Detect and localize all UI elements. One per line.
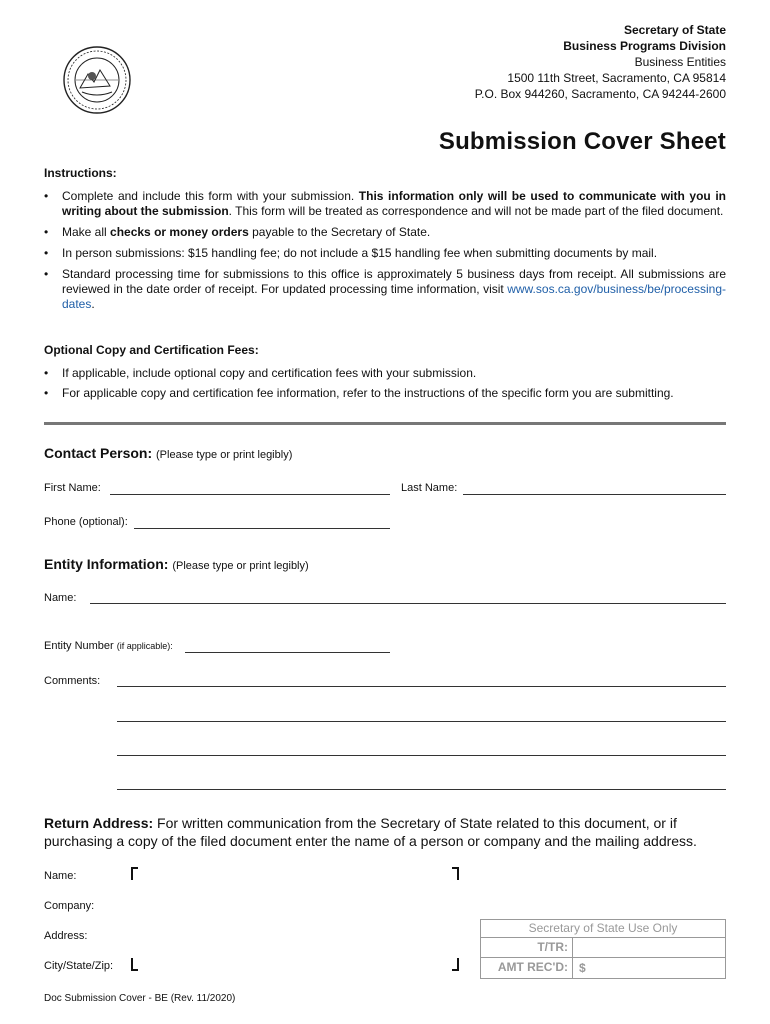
optional-item: • For applicable copy and certification fee information, refer to the instructions of the specific form you are submitting. [44, 386, 674, 400]
comments-line[interactable] [117, 686, 726, 687]
return-address-label: Address: [44, 930, 88, 942]
return-company-label: Company: [44, 900, 95, 912]
optional-fees-heading: Optional Copy and Certification Fees: [44, 343, 259, 357]
section-divider [44, 422, 726, 425]
return-address-box[interactable] [130, 866, 460, 976]
amt-dollar-sign: $ [579, 961, 586, 975]
instructions-list [44, 189, 726, 318]
return-address-instructions: Return Address: For written communication from the Secretary of State related to this document, or if purchasing a copy of the filed document enter the name of a person or company and the mailing address. [44, 815, 697, 849]
form-footer: Doc Submission Cover - BE (Rev. 11/2020) [44, 993, 236, 1004]
office-use-title: Secretary of State Use Only [481, 920, 725, 938]
entity-name-field[interactable] [90, 603, 726, 604]
office-use-box [480, 919, 726, 979]
entity-name-label: Name: [44, 592, 77, 604]
po-box-address: P.O. Box 944260, Sacramento, CA 94244-2600 [474, 87, 726, 101]
entity-number-label: Entity Number (if applicable): [44, 640, 173, 652]
return-name-label: Name: [44, 870, 77, 882]
processing-dates-link[interactable]: www.sos.ca.gov/business/be/processing-dates [62, 282, 726, 311]
optional-item: • If applicable, include optional copy and certification fees with your submission. [44, 366, 477, 380]
comments-line[interactable] [117, 789, 726, 790]
page-title: Submission Cover Sheet [438, 128, 726, 155]
optional-fees-list [44, 366, 726, 407]
instruction-item: • Standard processing time for submissions to this office is approximately 5 business days from receipt. All submissions are reviewed in the date order of receipt. For updated processing time information, visit www.sos.ca.gov/business/be/processing-dates. [44, 267, 726, 311]
street-address: 1500 11th Street, Sacramento, CA 95814 [507, 71, 726, 85]
division-name: Business Programs Division [563, 39, 726, 53]
phone-field[interactable] [134, 528, 390, 529]
agency-name: Secretary of State [623, 23, 726, 37]
state-seal-icon [62, 44, 132, 116]
agency-header [475, 22, 726, 102]
comments-line[interactable] [117, 721, 726, 722]
contact-person-heading: Contact Person: (Please type or print legibly) [44, 445, 293, 461]
first-name-label: First Name: [44, 482, 101, 494]
last-name-label: Last Name: [401, 482, 458, 494]
last-name-field[interactable] [463, 494, 726, 495]
first-name-field[interactable] [110, 494, 390, 495]
instruction-item: • Make all checks or money orders payable to the Secretary of State. [44, 225, 431, 239]
comments-line[interactable] [117, 755, 726, 756]
comments-label: Comments: [44, 675, 101, 687]
unit-name: Business Entities [634, 55, 726, 69]
return-city-label: City/State/Zip: [44, 960, 114, 972]
amt-received-label: AMT REC'D: [481, 958, 573, 978]
entity-information-heading: Entity Information: (Please type or print legibly) [44, 556, 309, 572]
instructions-heading: Instructions: [44, 166, 117, 180]
phone-label: Phone (optional): [44, 516, 128, 528]
instruction-item: • In person submissions: $15 handling fee; do not include a $15 handling fee when submitting documents by mail. [44, 246, 658, 260]
entity-number-field[interactable] [185, 652, 390, 653]
instruction-item: • Complete and include this form with your submission. This information only will be used to communicate with you in writing about the submission. This form will be treated as correspondence and will not be made part of the filed document. [44, 189, 726, 218]
ttr-row [481, 938, 725, 958]
amt-received-row [481, 958, 725, 978]
ttr-label: T/TR: [481, 938, 573, 957]
